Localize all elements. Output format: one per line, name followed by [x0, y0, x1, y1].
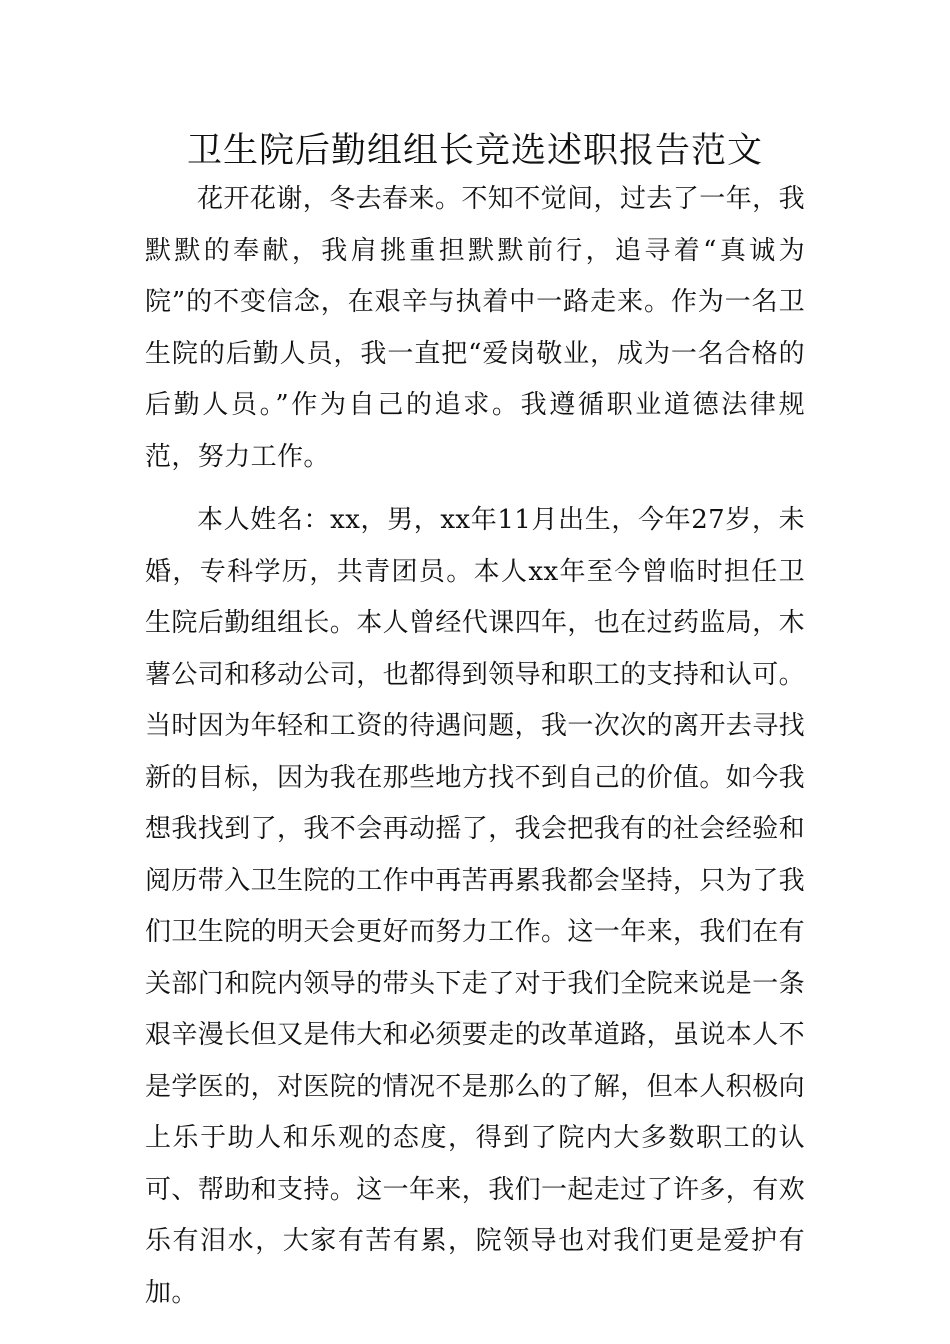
paragraph-personal-info: 本人姓名：xx，男，xx年11月出生，今年27岁，未婚，专科学历，共青团员。本人xx年至今曾临时担任卫生院后勤组组长。本人曾经代课四年，也在过药监局，木薯公司和移动公司，也都得到领导和职工的支持和认可。当时因为年轻和工资的待遇问题，我一次次的离开去寻找新的目标，因为我在那些地方找不到自己的价值。如今我想我找到了，我不会再动摇了，我会把我有的社会经验和阅历带入卫生院的工作中再苦再累我都会坚持，只为了我们卫生院的明天会更好而努力工作。这一年来，我们在有关部门和院内领导的带头下走了对于我们全院来说是一条艰辛漫长但又是伟大和必须要走的改革道路，虽说本人不是学医的，对医院的情况不是那么的了解，但本人积极向上乐于助人和乐观的态度，得到了院内大多数职工的认可、帮助和支持。这一年来，我们一起走过了许多，有欢乐有泪水，大家有苦有累，院领导也对我们更是爱护有加。 — [145, 505, 806, 1308]
paragraph-intro: 花开花谢，冬去春来。不知不觉间，过去了一年，我默默的奉献，我肩挑重担默默前行，追寻着“真诚为院”的不变信念，在艰辛与执着中一路走来。作为一名卫生院的后勤人员，我一直把“爱岗敬业，成为一名合格的后勤人员。”作为自己的追求。我遵循职业道德法律规范，努力工作。 — [145, 184, 805, 472]
document-body — [145, 174, 805, 1319]
document-title: 卫生院后勤组组长竞选述职报告范文 — [186, 131, 763, 171]
